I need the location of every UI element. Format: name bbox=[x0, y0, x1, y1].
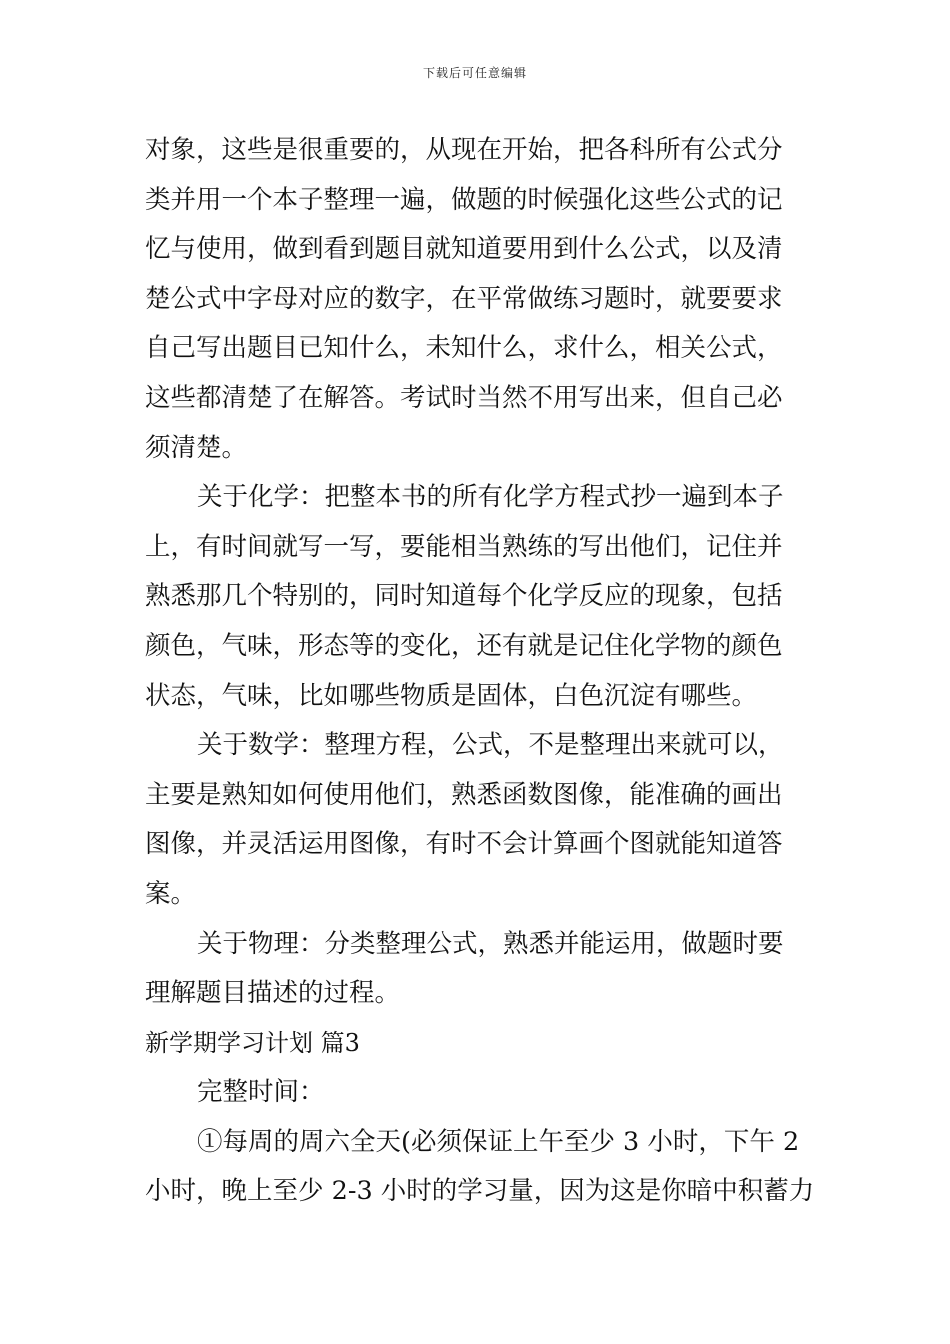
body-line: 小时，晚上至少 2-3 小时的学习量，因为这是你暗中积蓄力 bbox=[145, 1176, 815, 1207]
body-line: 状态，气味，比如哪些物质是固体，白色沉淀有哪些。 bbox=[145, 680, 758, 711]
body-line: 图像，并灵活运用图像，有时不会计算画个图就能知道答 bbox=[145, 829, 783, 860]
subheading-complete-time: 完整时间： bbox=[197, 1077, 325, 1108]
paragraph-math-start: 关于数学：整理方程，公式，不是整理出来就可以， bbox=[197, 730, 784, 761]
body-line: 理解题目描述的过程。 bbox=[145, 978, 401, 1009]
body-line: 主要是熟知如何使用他们，熟悉函数图像，能准确的画出 bbox=[145, 779, 783, 810]
section-heading: 新学期学习计划 篇3 bbox=[145, 1028, 360, 1057]
page-header: 下载后可任意编辑 bbox=[422, 66, 527, 80]
body-line: 自己写出题目已知什么，未知什么，求什么，相关公式， bbox=[145, 333, 783, 364]
document-body bbox=[145, 126, 815, 1217]
body-line: 类并用一个本子整理一遍，做题的时候强化这些公式的记 bbox=[145, 184, 783, 215]
body-line: 颜色，气味，形态等的变化，还有就是记住化学物的颜色 bbox=[145, 630, 783, 661]
body-line: 这些都清楚了在解答。考试时当然不用写出来，但自己必 bbox=[145, 382, 783, 413]
body-line: 须清楚。 bbox=[145, 432, 248, 463]
body-line: 案。 bbox=[145, 878, 197, 909]
body-line: 楚公式中字母对应的数字，在平常做练习题时，就要要求 bbox=[145, 283, 783, 314]
body-line: 熟悉那几个特别的，同时知道每个化学反应的现象，包括 bbox=[145, 581, 783, 612]
body-line: 对象，这些是很重要的，从现在开始，把各科所有公式分 bbox=[145, 135, 783, 165]
paragraph-physics-start: 关于物理：分类整理公式，熟悉并能运用，做题时要 bbox=[197, 928, 784, 959]
body-line: 忆与使用，做到看到题目就知道要用到什么公式，以及清 bbox=[145, 234, 783, 265]
body-line: 上，有时间就写一写，要能相当熟练的写出他们，记住并 bbox=[145, 531, 783, 562]
paragraph-chemistry-start: 关于化学：把整本书的所有化学方程式抄一遍到本子 bbox=[197, 482, 784, 513]
list-item-start: ①每周的周六全天(必须保证上午至少 3 小时，下午 2 bbox=[197, 1126, 800, 1157]
